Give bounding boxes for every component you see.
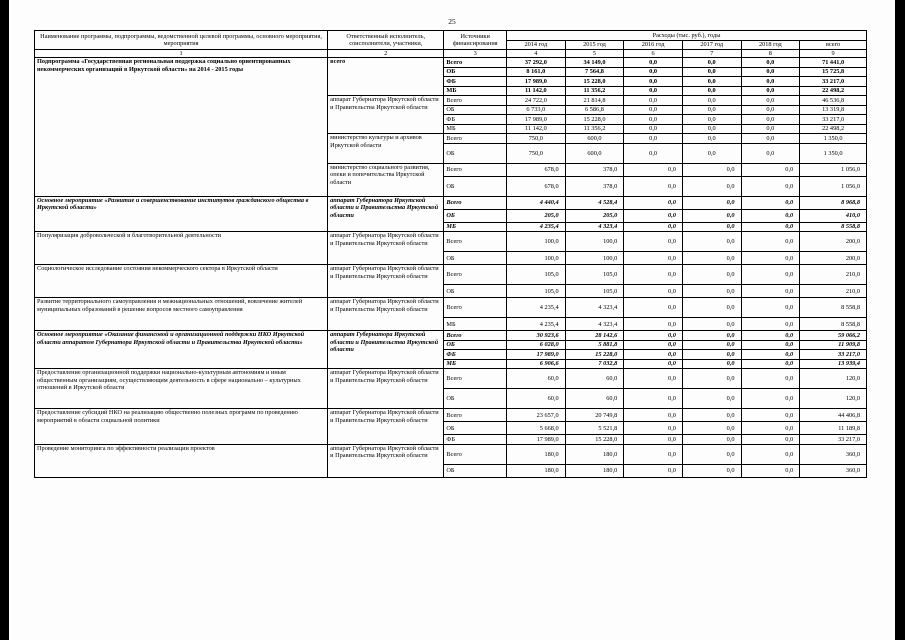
amount-cell: 0,0 [741, 444, 800, 464]
amount-cell: 205,0 [507, 209, 566, 222]
amount-cell: 0,0 [741, 435, 800, 445]
amount-cell: 0,0 [624, 232, 683, 252]
amount-cell: 0,0 [624, 389, 683, 409]
amount-cell: 1 056,0 [800, 163, 867, 176]
amount-cell: 8 558,8 [800, 318, 867, 331]
amount-cell: 11 909,8 [800, 340, 867, 350]
amount-cell: 0,0 [682, 422, 741, 435]
amount-cell: 0,0 [682, 232, 741, 252]
amount-cell: 15 228,0 [565, 350, 624, 360]
amount-cell: 0,0 [741, 143, 800, 163]
amount-cell: 0,0 [741, 464, 800, 477]
header-year: 2016 год [624, 41, 683, 50]
amount-cell: 0,0 [741, 163, 800, 176]
amount-cell: 44 406,8 [800, 409, 867, 422]
amount-cell: 17 989,0 [507, 350, 566, 360]
amount-cell: 11 142,0 [507, 124, 566, 134]
amount-cell: 105,0 [507, 265, 566, 285]
amount-cell: 0,0 [741, 252, 800, 265]
amount-cell: 0,0 [682, 196, 741, 209]
amount-cell: 5 668,0 [507, 422, 566, 435]
amount-cell: 0,0 [624, 435, 683, 445]
funding-source-cell: Всего [444, 444, 507, 464]
amount-cell: 33 217,0 [800, 350, 867, 360]
amount-cell: 0,0 [741, 67, 800, 77]
table-row [35, 196, 867, 209]
amount-cell: 0,0 [682, 134, 741, 144]
funding-source-cell: ОБ [444, 285, 507, 298]
amount-cell: 105,0 [565, 265, 624, 285]
amount-cell: 410,0 [800, 209, 867, 222]
amount-cell: 60,0 [507, 369, 566, 389]
amount-cell: 0,0 [682, 77, 741, 87]
funding-source-cell: Всего [444, 265, 507, 285]
funding-source-cell: ФБ [444, 435, 507, 445]
amount-cell: 0,0 [624, 105, 683, 115]
amount-cell: 1 350,0 [800, 143, 867, 163]
funding-source-cell: ОБ [444, 422, 507, 435]
amount-cell: 0,0 [624, 369, 683, 389]
amount-cell: 11 356,2 [565, 86, 624, 96]
amount-cell: 0,0 [741, 409, 800, 422]
executor-cell: аппарат Губернатора Иркутской области и Правительства Иркутской области [328, 232, 444, 265]
amount-cell: 6 906,6 [507, 359, 566, 369]
header-executor: Ответственный исполнитель, соисполнители, участники, [328, 31, 444, 50]
amount-cell: 22 498,2 [800, 86, 867, 96]
amount-cell: 30 923,6 [507, 331, 566, 341]
amount-cell: 0,0 [624, 115, 683, 125]
amount-cell: 105,0 [507, 285, 566, 298]
executor-cell: всего [328, 58, 444, 96]
column-number: 7 [682, 50, 741, 58]
header-year: 2015 год [565, 41, 624, 50]
amount-cell: 0,0 [741, 369, 800, 389]
program-name-cell: Развитие территориального самоуправления и межнациональных отношений, вовлечение жителей муниципальных образований в решение вопросов местного самоуправления [35, 298, 328, 331]
executor-cell: аппарат Губернатора Иркутской области и Правительства Иркутской области [328, 369, 444, 409]
funding-source-cell: ФБ [444, 77, 507, 87]
executor-cell: аппарат Губернатора Иркутской области и Правительства Иркутской области [328, 298, 444, 331]
amount-cell: 59 066,2 [800, 331, 867, 341]
column-number: 6 [624, 50, 683, 58]
header-year: всего [800, 41, 867, 50]
amount-cell: 0,0 [741, 124, 800, 134]
amount-cell: 0,0 [682, 209, 741, 222]
amount-cell: 200,0 [800, 252, 867, 265]
amount-cell: 0,0 [624, 77, 683, 87]
amount-cell: 360,0 [800, 464, 867, 477]
program-name-cell: Проведение мониторинга по эффективности реализации проектов [35, 444, 328, 477]
amount-cell: 600,0 [565, 134, 624, 144]
amount-cell: 0,0 [624, 298, 683, 318]
amount-cell: 0,0 [682, 350, 741, 360]
program-name-cell: Предоставление организационной поддержки национально-культурным автономиям и иным общественным организациям, осуществляющим деятельность в сфере национально – культурных отношений в Иркутской области [35, 369, 328, 409]
table-row [35, 265, 867, 285]
executor-cell: аппарат Губернатора Иркутской области и Правительства Иркутской области [328, 96, 444, 134]
amount-cell: 13 939,4 [800, 359, 867, 369]
amount-cell: 0,0 [682, 331, 741, 341]
amount-cell: 750,0 [507, 134, 566, 144]
funding-source-cell: ФБ [444, 115, 507, 125]
amount-cell: 28 142,6 [565, 331, 624, 341]
amount-cell: 120,0 [800, 389, 867, 409]
amount-cell: 0,0 [741, 340, 800, 350]
amount-cell: 0,0 [682, 318, 741, 331]
funding-source-cell: МБ [444, 86, 507, 96]
amount-cell: 378,0 [565, 176, 624, 196]
amount-cell: 6 733,0 [507, 105, 566, 115]
amount-cell: 378,0 [565, 163, 624, 176]
amount-cell: 0,0 [741, 331, 800, 341]
amount-cell: 0,0 [682, 115, 741, 125]
amount-cell: 23 657,0 [507, 409, 566, 422]
amount-cell: 0,0 [624, 209, 683, 222]
amount-cell: 0,0 [624, 124, 683, 134]
amount-cell: 0,0 [741, 222, 800, 232]
amount-cell: 0,0 [624, 318, 683, 331]
amount-cell: 37 292,0 [507, 58, 566, 68]
amount-cell: 0,0 [682, 444, 741, 464]
funding-source-cell: Всего [444, 409, 507, 422]
table-row [35, 232, 867, 252]
amount-cell: 8 558,8 [800, 298, 867, 318]
amount-cell: 0,0 [741, 77, 800, 87]
amount-cell: 360,0 [800, 444, 867, 464]
table-row [35, 369, 867, 389]
amount-cell: 0,0 [682, 58, 741, 68]
amount-cell: 11 189,8 [800, 422, 867, 435]
amount-cell: 13 319,8 [800, 105, 867, 115]
budget-table [34, 30, 867, 478]
program-name-cell: Предоставление субсидий НКО на реализацию общественно полезных программ по проведению мероприятий в области социальной политики [35, 409, 328, 445]
funding-source-cell: МБ [444, 318, 507, 331]
amount-cell: 0,0 [624, 422, 683, 435]
table-row [35, 298, 867, 318]
amount-cell: 100,0 [507, 252, 566, 265]
amount-cell: 33 217,0 [800, 115, 867, 125]
header-source: Источники финансирования [444, 31, 507, 50]
column-number: 4 [507, 50, 566, 58]
funding-source-cell: Всего [444, 58, 507, 68]
executor-cell: аппарат Губернатора Иркутской области и Правительства Иркутской области [328, 444, 444, 477]
amount-cell: 180,0 [507, 464, 566, 477]
amount-cell: 0,0 [741, 232, 800, 252]
amount-cell: 17 989,0 [507, 115, 566, 125]
amount-cell: 60,0 [565, 389, 624, 409]
amount-cell: 0,0 [682, 340, 741, 350]
amount-cell: 22 498,2 [800, 124, 867, 134]
amount-cell: 0,0 [741, 285, 800, 298]
executor-cell: аппарат Губернатора Иркутской области и Правительства Иркутской области [328, 331, 444, 369]
table-row [35, 409, 867, 422]
header-year: 2017 год [682, 41, 741, 50]
amount-cell: 0,0 [741, 422, 800, 435]
amount-cell: 0,0 [741, 298, 800, 318]
header-year: 2018 год [741, 41, 800, 50]
funding-source-cell: МБ [444, 222, 507, 232]
amount-cell: 0,0 [624, 143, 683, 163]
amount-cell: 33 217,0 [800, 77, 867, 87]
amount-cell: 0,0 [682, 124, 741, 134]
funding-source-cell: ОБ [444, 389, 507, 409]
amount-cell: 678,0 [507, 163, 566, 176]
amount-cell: 0,0 [682, 176, 741, 196]
amount-cell: 6 586,8 [565, 105, 624, 115]
header-program: Наименование программы, подпрограммы, ведомственной целевой программы, основного мероприятия, мероприятия [35, 31, 328, 50]
column-number: 5 [565, 50, 624, 58]
amount-cell: 0,0 [741, 318, 800, 331]
amount-cell: 4 323,4 [565, 222, 624, 232]
amount-cell: 4 323,4 [565, 298, 624, 318]
funding-source-cell: ОБ [444, 464, 507, 477]
executor-cell: аппарат Губернатора Иркутской области и Правительства Иркутской области [328, 409, 444, 445]
funding-source-cell: МБ [444, 124, 507, 134]
amount-cell: 0,0 [624, 359, 683, 369]
amount-cell: 8 968,8 [800, 196, 867, 209]
amount-cell: 60,0 [565, 369, 624, 389]
amount-cell: 17 989,0 [507, 77, 566, 87]
amount-cell: 60,0 [507, 389, 566, 409]
amount-cell: 0,0 [682, 359, 741, 369]
amount-cell: 0,0 [624, 252, 683, 265]
table-row [35, 58, 867, 68]
amount-cell: 7 032,8 [565, 359, 624, 369]
amount-cell: 0,0 [624, 163, 683, 176]
document-page [9, 0, 895, 640]
amount-cell: 0,0 [741, 105, 800, 115]
program-name-cell: Основное мероприятие «Развитие и совершенствование институтов гражданского общества в Иркутской области» [35, 196, 328, 232]
amount-cell: 0,0 [624, 464, 683, 477]
executor-cell: министерство культуры и архивов Иркутской области [328, 134, 444, 164]
funding-source-cell: ОБ [444, 209, 507, 222]
amount-cell: 0,0 [682, 96, 741, 106]
column-number: 3 [444, 50, 507, 58]
amount-cell: 100,0 [565, 252, 624, 265]
amount-cell: 0,0 [741, 86, 800, 96]
program-name-cell: Подпрограмма «Государственная региональная поддержка социально ориентированных некоммерческих организаций в Иркутской области» на 2014 - 2015 годы [35, 58, 328, 197]
amount-cell: 105,0 [565, 285, 624, 298]
funding-source-cell: Всего [444, 331, 507, 341]
funding-source-cell: Всего [444, 196, 507, 209]
amount-cell: 0,0 [682, 163, 741, 176]
amount-cell: 15 228,0 [565, 77, 624, 87]
amount-cell: 0,0 [682, 105, 741, 115]
column-number: 8 [741, 50, 800, 58]
amount-cell: 0,0 [682, 252, 741, 265]
amount-cell: 21 814,8 [565, 96, 624, 106]
amount-cell: 0,0 [682, 222, 741, 232]
amount-cell: 8 558,8 [800, 222, 867, 232]
header-expenses: Расходы (тыс. руб.), годы [507, 31, 867, 41]
amount-cell: 0,0 [682, 409, 741, 422]
amount-cell: 0,0 [741, 96, 800, 106]
funding-source-cell: Всего [444, 163, 507, 176]
funding-source-cell: ОБ [444, 67, 507, 77]
amount-cell: 750,0 [507, 143, 566, 163]
amount-cell: 4 528,4 [565, 196, 624, 209]
header-year: 2014 год [507, 41, 566, 50]
funding-source-cell: Всего [444, 232, 507, 252]
amount-cell: 100,0 [507, 232, 566, 252]
amount-cell: 0,0 [682, 143, 741, 163]
amount-cell: 0,0 [682, 389, 741, 409]
funding-source-cell: ОБ [444, 176, 507, 196]
amount-cell: 4 440,4 [507, 196, 566, 209]
amount-cell: 0,0 [682, 369, 741, 389]
executor-cell: аппарат Губернатора Иркутской области и Правительства Иркутской области [328, 196, 444, 232]
amount-cell: 0,0 [624, 67, 683, 77]
amount-cell: 0,0 [682, 298, 741, 318]
amount-cell: 6 028,0 [507, 340, 566, 350]
funding-source-cell: ОБ [444, 340, 507, 350]
amount-cell: 4 323,4 [565, 318, 624, 331]
amount-cell: 0,0 [741, 209, 800, 222]
amount-cell: 4 235,4 [507, 318, 566, 331]
funding-source-cell: ОБ [444, 252, 507, 265]
amount-cell: 0,0 [741, 196, 800, 209]
funding-source-cell: Всего [444, 298, 507, 318]
funding-source-cell: ФБ [444, 350, 507, 360]
amount-cell: 5 881,8 [565, 340, 624, 350]
amount-cell: 0,0 [624, 196, 683, 209]
amount-cell: 0,0 [624, 176, 683, 196]
amount-cell: 0,0 [682, 67, 741, 77]
amount-cell: 200,0 [800, 232, 867, 252]
amount-cell: 0,0 [682, 464, 741, 477]
amount-cell: 1 350,0 [800, 134, 867, 144]
amount-cell: 4 235,4 [507, 222, 566, 232]
amount-cell: 180,0 [507, 444, 566, 464]
executor-cell: аппарат Губернатора Иркутской области и Правительства Иркутской области [328, 265, 444, 298]
amount-cell: 5 521,8 [565, 422, 624, 435]
amount-cell: 20 749,8 [565, 409, 624, 422]
amount-cell: 34 149,0 [565, 58, 624, 68]
amount-cell: 120,0 [800, 369, 867, 389]
amount-cell: 1 056,0 [800, 176, 867, 196]
funding-source-cell: Всего [444, 96, 507, 106]
amount-cell: 0,0 [682, 265, 741, 285]
amount-cell: 600,0 [565, 143, 624, 163]
amount-cell: 0,0 [624, 444, 683, 464]
amount-cell: 71 441,0 [800, 58, 867, 68]
amount-cell: 0,0 [624, 58, 683, 68]
amount-cell: 0,0 [741, 265, 800, 285]
amount-cell: 210,0 [800, 265, 867, 285]
column-number: 9 [800, 50, 867, 58]
amount-cell: 0,0 [741, 359, 800, 369]
table-row [35, 444, 867, 464]
amount-cell: 0,0 [624, 222, 683, 232]
program-name-cell: Социологическое исследование состояния некоммерческого сектора в Иркутской области [35, 265, 328, 298]
amount-cell: 0,0 [624, 285, 683, 298]
amount-cell: 17 989,0 [507, 435, 566, 445]
table-row [35, 331, 867, 341]
amount-cell: 15 725,8 [800, 67, 867, 77]
amount-cell: 180,0 [565, 444, 624, 464]
amount-cell: 678,0 [507, 176, 566, 196]
amount-cell: 15 228,0 [565, 435, 624, 445]
amount-cell: 7 564,8 [565, 67, 624, 77]
amount-cell: 210,0 [800, 285, 867, 298]
amount-cell: 205,0 [565, 209, 624, 222]
amount-cell: 180,0 [565, 464, 624, 477]
amount-cell: 0,0 [741, 115, 800, 125]
amount-cell: 11 142,0 [507, 86, 566, 96]
amount-cell: 0,0 [624, 340, 683, 350]
amount-cell: 0,0 [741, 350, 800, 360]
executor-cell: министерство социального развития, опеки и попечительства Иркутской области [328, 163, 444, 196]
program-name-cell: Основное мероприятие «Оказание финансовой и организационной поддержки НКО Иркутской области аппаратом Губернатора Иркутской области и Правительства Иркутской области» [35, 331, 328, 369]
amount-cell: 0,0 [741, 134, 800, 144]
amount-cell: 11 356,2 [565, 124, 624, 134]
amount-cell: 0,0 [624, 265, 683, 285]
amount-cell: 0,0 [682, 435, 741, 445]
amount-cell: 0,0 [741, 58, 800, 68]
amount-cell: 15 228,0 [565, 115, 624, 125]
amount-cell: 0,0 [741, 389, 800, 409]
funding-source-cell: Всего [444, 134, 507, 144]
funding-source-cell: МБ [444, 359, 507, 369]
amount-cell: 46 536,8 [800, 96, 867, 106]
amount-cell: 0,0 [682, 86, 741, 96]
amount-cell: 8 161,0 [507, 67, 566, 77]
amount-cell: 0,0 [624, 134, 683, 144]
column-number: 1 [35, 50, 328, 58]
amount-cell: 0,0 [624, 350, 683, 360]
amount-cell: 0,0 [624, 86, 683, 96]
funding-source-cell: ОБ [444, 143, 507, 163]
amount-cell: 0,0 [682, 285, 741, 298]
column-number: 2 [328, 50, 444, 58]
page-number: 25 [448, 17, 456, 26]
amount-cell: 4 235,4 [507, 298, 566, 318]
amount-cell: 100,0 [565, 232, 624, 252]
amount-cell: 0,0 [624, 409, 683, 422]
amount-cell: 0,0 [624, 331, 683, 341]
amount-cell: 0,0 [741, 176, 800, 196]
funding-source-cell: Всего [444, 369, 507, 389]
amount-cell: 0,0 [624, 96, 683, 106]
program-name-cell: Популяризация добровольческой и благотворительной деятельности [35, 232, 328, 265]
amount-cell: 33 217,0 [800, 435, 867, 445]
amount-cell: 24 722,0 [507, 96, 566, 106]
funding-source-cell: ОБ [444, 105, 507, 115]
